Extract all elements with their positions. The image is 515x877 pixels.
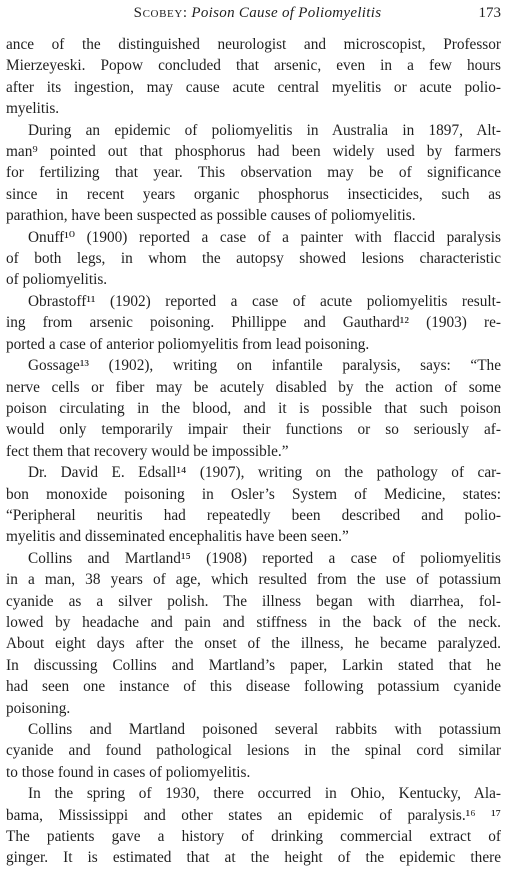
text-line: poison circulating in the blood, and it is possible that such poison (6, 399, 501, 417)
text-line: Collins and Martland poisoned several rabbits with potassium (28, 721, 501, 738)
text-line: Dr. David E. Edsall¹⁴ (1907), writing on the pathology of car- (28, 464, 501, 482)
text-line: bama, Mississippi and other states an epidemic of paralysis.¹⁶ ¹⁷ (6, 806, 501, 824)
running-separator: : (182, 5, 192, 21)
text-line: ginger. It is estimated that at the height of the epidemic there (6, 849, 501, 867)
text-line: of both legs, in whom the autopsy showed lesions characteristic (6, 250, 501, 268)
text-line: poisoning. (6, 699, 71, 717)
running-title (0, 2, 515, 24)
text-line: in a man, 38 years of age, which resulted from the use of potassium (6, 571, 501, 589)
body-text (6, 34, 501, 869)
text-line: fect them that recovery would be impossible.” (6, 442, 289, 460)
running-author: Scobey (133, 5, 183, 21)
text-line: would only temporarily impair their functions or so seriously af- (6, 421, 501, 439)
running-article-title: Poison Cause of Poliomyelitis (191, 5, 382, 21)
text-line: lowed by headache and pain and stiffness in the back of the neck. (6, 613, 501, 631)
text-line: after its ingestion, may cause acute central myelitis or acute polio- (6, 78, 501, 96)
text-line: man⁹ pointed out that phosphorus had been widely used by farmers (6, 143, 501, 161)
text-line: In discussing Collins and Martland’s paper, Larkin stated that he (6, 656, 501, 674)
page-number: 173 (478, 5, 501, 21)
text-line: for fertilizing that year. This observation may be of significance (6, 164, 501, 182)
text-line: Obrastoff¹¹ (1902) reported a case of acute poliomyelitis result- (28, 292, 501, 310)
text-line: Collins and Martland¹⁵ (1908) reported a case of poliomyelitis (28, 549, 501, 567)
text-line: Gossage¹³ (1902), writing on infantile paralysis, says: “The (28, 357, 501, 375)
text-line: ing from arsenic poisoning. Phillippe and Gauthard¹² (1903) re- (6, 314, 501, 332)
text-line: parathion, have been suspected as possible causes of poliomyelitis. (6, 207, 416, 225)
text-line: cyanide and found pathological lesions in the spinal cord similar (6, 742, 501, 760)
text-line: About eight days after the onset of the illness, he became paralyzed. (6, 635, 501, 653)
text-line: Onuff¹⁰ (1900) reported a case of a painter with flaccid paralysis (28, 228, 501, 246)
text-line: The patients gave a history of drinking commercial extract of (6, 828, 501, 846)
running-header (0, 2, 515, 26)
text-line: ported a case of anterior poliomyelitis from lead poisoning. (6, 335, 370, 353)
text-line: myelitis and disseminated encephalitis have been seen.” (6, 528, 349, 546)
text-line: bon monoxide poisoning in Osler’s System of Medicine, states: (6, 485, 501, 503)
text-line: had seen one instance of this disease following potassium cyanide (6, 678, 501, 696)
text-line: myelitis. (6, 100, 60, 118)
text-line: During an epidemic of poliomyelitis in Australia in 1897, Alt- (28, 121, 501, 139)
text-line: since in recent years organic phosphorus insecticides, such as (6, 185, 501, 203)
text-line: nerve cells or fiber may be acutely disabled by the action of some (6, 378, 501, 396)
text-line: In the spring of 1930, there occurred in Ohio, Kentucky, Ala- (28, 785, 501, 803)
text-line: to those found in cases of poliomyelitis. (6, 763, 251, 781)
text-line: cyanide as a silver polish. The illness began with diarrhea, fol- (6, 592, 501, 610)
text-line: ance of the distinguished neurologist and microscopist, Professor (6, 36, 501, 53)
text-line: “Peripheral neuritis had repeatedly been described and polio- (6, 506, 501, 524)
text-line: Mierzeyeski. Popow concluded that arsenic, even in a few hours (6, 57, 501, 75)
text-line: of poliomyelitis. (6, 271, 108, 289)
